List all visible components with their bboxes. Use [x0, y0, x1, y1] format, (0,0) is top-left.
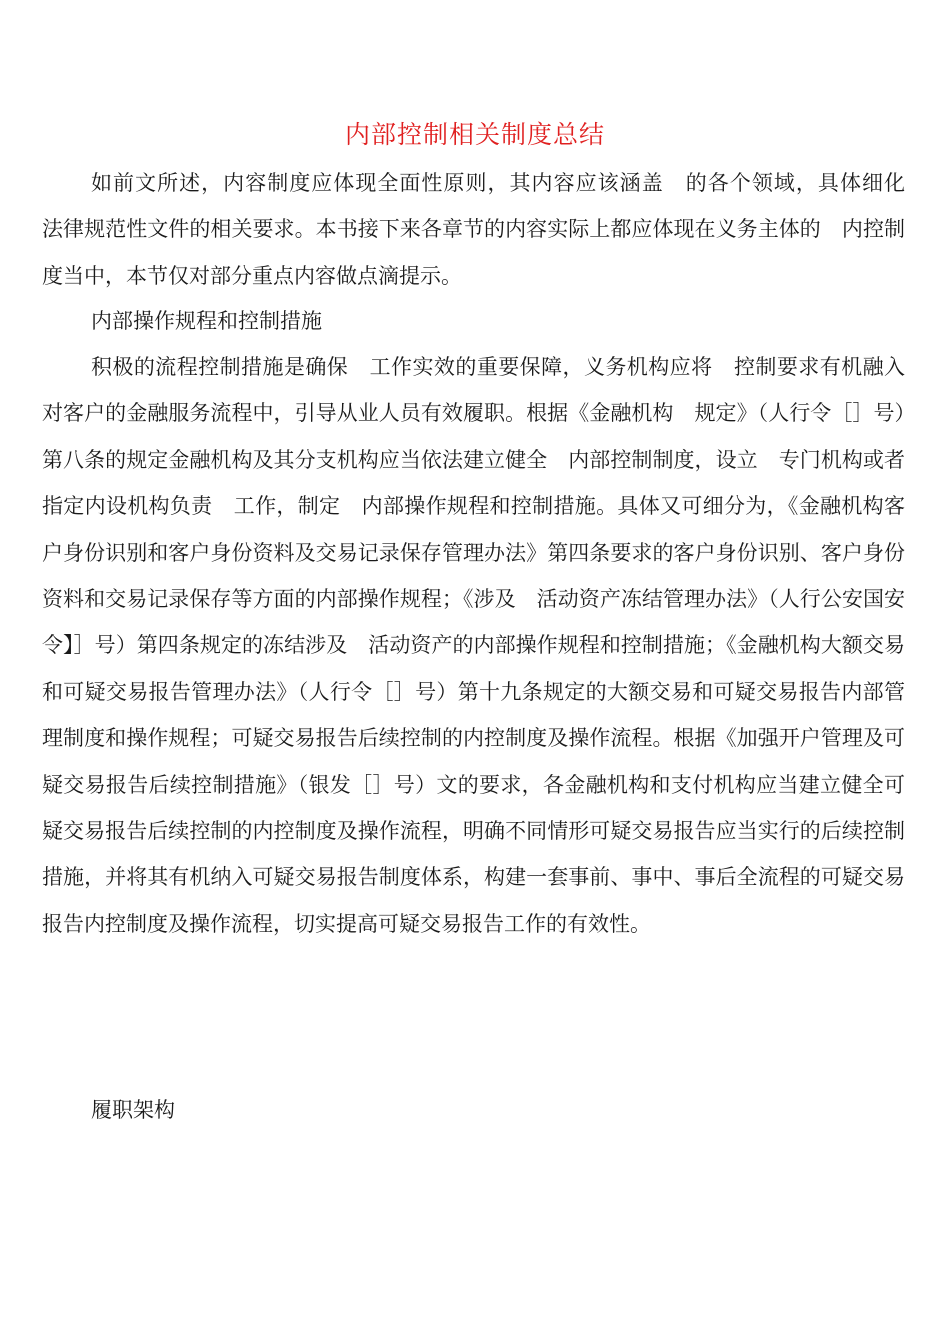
document-title: 内部控制相关制度总结	[344, 120, 605, 149]
procedures-paragraph: 积极的流程控制措施是确保 工作实效的重要保障，义务机构应将 控制要求有机融入对客户的金融服务流程中，引导从业人员有效履职。根据《金融机构 规定》（人行令［］号）第八条的规定金融机构及其分支机构应当依法建立健全 内部控制制度，设立 专门机构或者指定内设机构负责 工作，制定 内部操作规程和控制措施。具体又可细分为，《金融机构客户身份识别和客户身份资料及交易记录保存管理办法》第四条要求的客户身份识别、客户身份资料和交易记录保存等方面的内部操作规程；《涉及 活动资产冻结管理办法》（人行公安国安令】］号）第四条规定的冻结涉及 活动资产的内部操作规程和控制措施；《金融机构大额交易和可疑交易报告管理办法》（人行令［］号）第十九条规定的大额交易和可疑交易报告内部管理制度和操作规程；可疑交易报告后续控制的内控制度及操作流程。根据《加强开户管理及可疑交易报告后续控制措施》（银发［］号）文的要求，各金融机构和支付机构应当建立健全可疑交易报告后续控制的内控制度及操作流程，明确不同情形可疑交易报告应当实行的后续控制措施，并将其有机纳入可疑交易报告制度体系，构建一套事前、事中、事后全流程的可疑交易报告内控制度及操作流程，切实提高可疑交易报告工作的有效性。	[42, 355, 905, 936]
intro-paragraph: 如前文所述，内容制度应体现全面性原则，其内容应该涵盖 的各个领域，具体细化 法律规范性文件的相关要求。本书接下来各章节的内容实际上都应体现在义务主体的 内控制度当中，本节仅对部分重点内容做点滴提示。	[42, 171, 926, 288]
section-heading-duty-framework: 履职架构	[91, 1098, 175, 1122]
section-heading-operating-procedures: 内部操作规程和控制措施	[91, 309, 322, 333]
